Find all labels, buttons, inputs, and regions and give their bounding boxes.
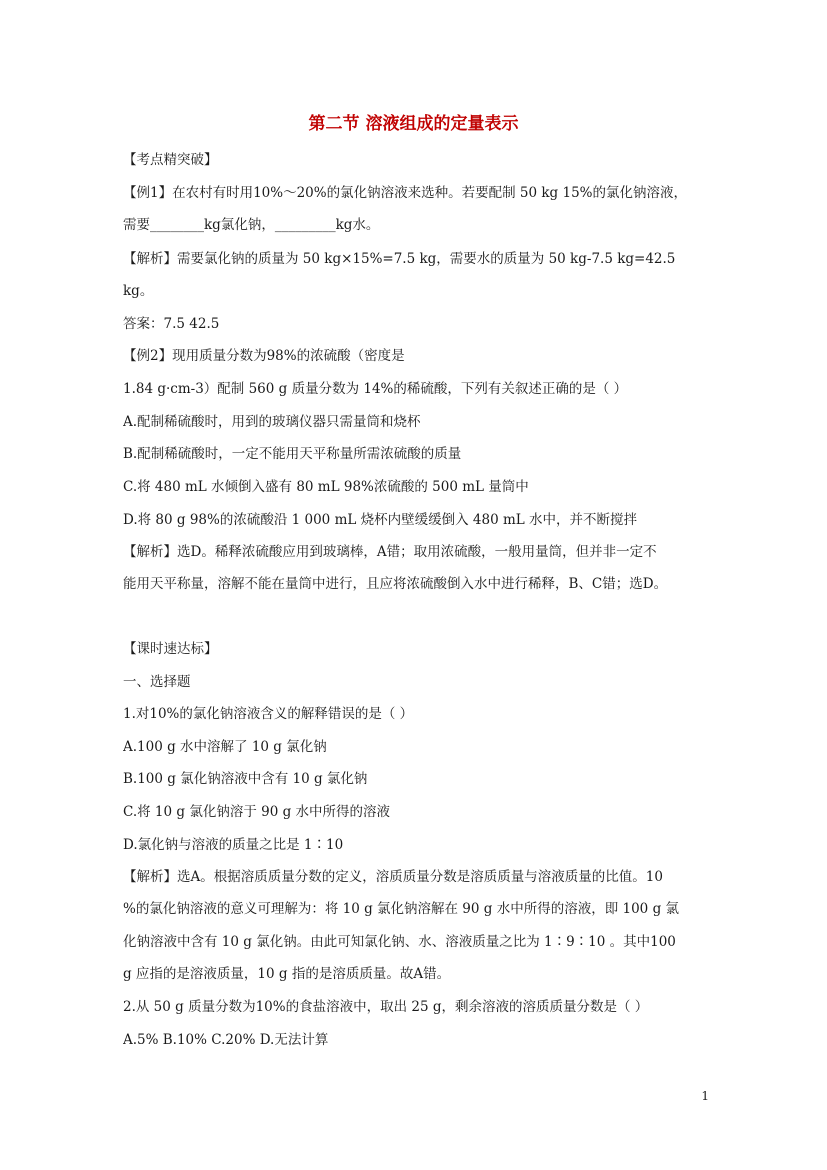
option-line: A.配制稀硫酸时，用到的玻璃仪器只需量筒和烧杯 xyxy=(123,414,421,430)
text-line: 【解析】选D。稀释浓硫酸应用到玻璃棒，A错；取用浓硫酸，一般用量筒，但并非一定不 xyxy=(123,544,657,560)
option-line: D.氯化钠与溶液的质量之比是 1∶10 xyxy=(123,837,344,853)
option-line: C.将 480 mL 水倾倒入盛有 80 mL 98%浓硫酸的 500 mL 量筒中 xyxy=(123,479,529,495)
option-line: A.5% B.10% C.20% D.无法计算 xyxy=(123,1032,329,1048)
text-line: kg。 xyxy=(123,283,154,299)
text-line: 需要________kg氯化钠，_________kg水。 xyxy=(123,217,380,233)
text-line: 1.84 g·cm-3）配制 560 g 质量分数为 14%的稀硫酸，下列有关叙述正确的是（ ） xyxy=(123,381,628,397)
question-line: 2.从 50 g 质量分数为10%的食盐溶液中，取出 25 g，剩余溶液的溶质质量分数是（ ） xyxy=(123,999,649,1015)
answer-line: 答案：7.5 42.5 xyxy=(123,316,220,332)
text-line: g 应指的是溶液质量，10 g 指的是溶质质量。故A错。 xyxy=(123,966,451,982)
text-line: 一、选择题 xyxy=(123,674,191,690)
text-line: 【解析】需要氯化钠的质量为 50 kg×15%=7.5 kg，需要水的质量为 50 kg-7.5 kg=42.5 xyxy=(123,251,676,267)
section-heading: 【考点精突破】 xyxy=(123,152,218,168)
question-line: 1.对10%的氯化钠溶液含义的解释错误的是（ ） xyxy=(123,706,414,722)
section-heading: 【课时速达标】 xyxy=(123,641,218,657)
text-line: 化钠溶液中含有 10 g 氯化钠。由此可知氯化钠、水、溶液质量之比为 1∶9∶10 。其中100 xyxy=(123,934,676,950)
option-line: B.100 g 氯化钠溶液中含有 10 g 氯化钠 xyxy=(123,771,368,787)
option-line: D.将 80 g 98%的浓硫酸沿 1 000 mL 烧杯内壁缓缓倒入 480 mL 水中，并不断搅拌 xyxy=(123,512,638,528)
option-line: B.配制稀硫酸时，一定不能用天平称量所需浓硫酸的质量 xyxy=(123,446,462,462)
text-line: %的氯化钠溶液的意义可理解为：将 10 g 氯化钠溶解在 90 g 水中所得的溶液，即 100 g 氯 xyxy=(123,901,679,917)
option-line: C.将 10 g 氯化钠溶于 90 g 水中所得的溶液 xyxy=(123,804,391,820)
page-title: 第二节 溶液组成的定量表示 xyxy=(308,114,519,134)
text-line: 【例2】现用质量分数为98%的浓硫酸（密度是 xyxy=(123,348,405,364)
text-line: 【例1】在农村有时用10%～20%的氯化钠溶液来选种。若要配制 50 kg 15%的氯化钠溶液， xyxy=(123,185,687,201)
text-line: 【解析】选A。根据溶质质量分数的定义，溶质质量分数是溶质质量与溶液质量的比值。10 xyxy=(123,869,663,885)
text-line: 能用天平称量，溶解不能在量筒中进行，且应将浓硫酸倒入水中进行稀释，B、C错；选D。 xyxy=(123,576,668,592)
page-number: 1 xyxy=(701,1089,709,1103)
option-line: A.100 g 水中溶解了 10 g 氯化钠 xyxy=(123,739,327,755)
